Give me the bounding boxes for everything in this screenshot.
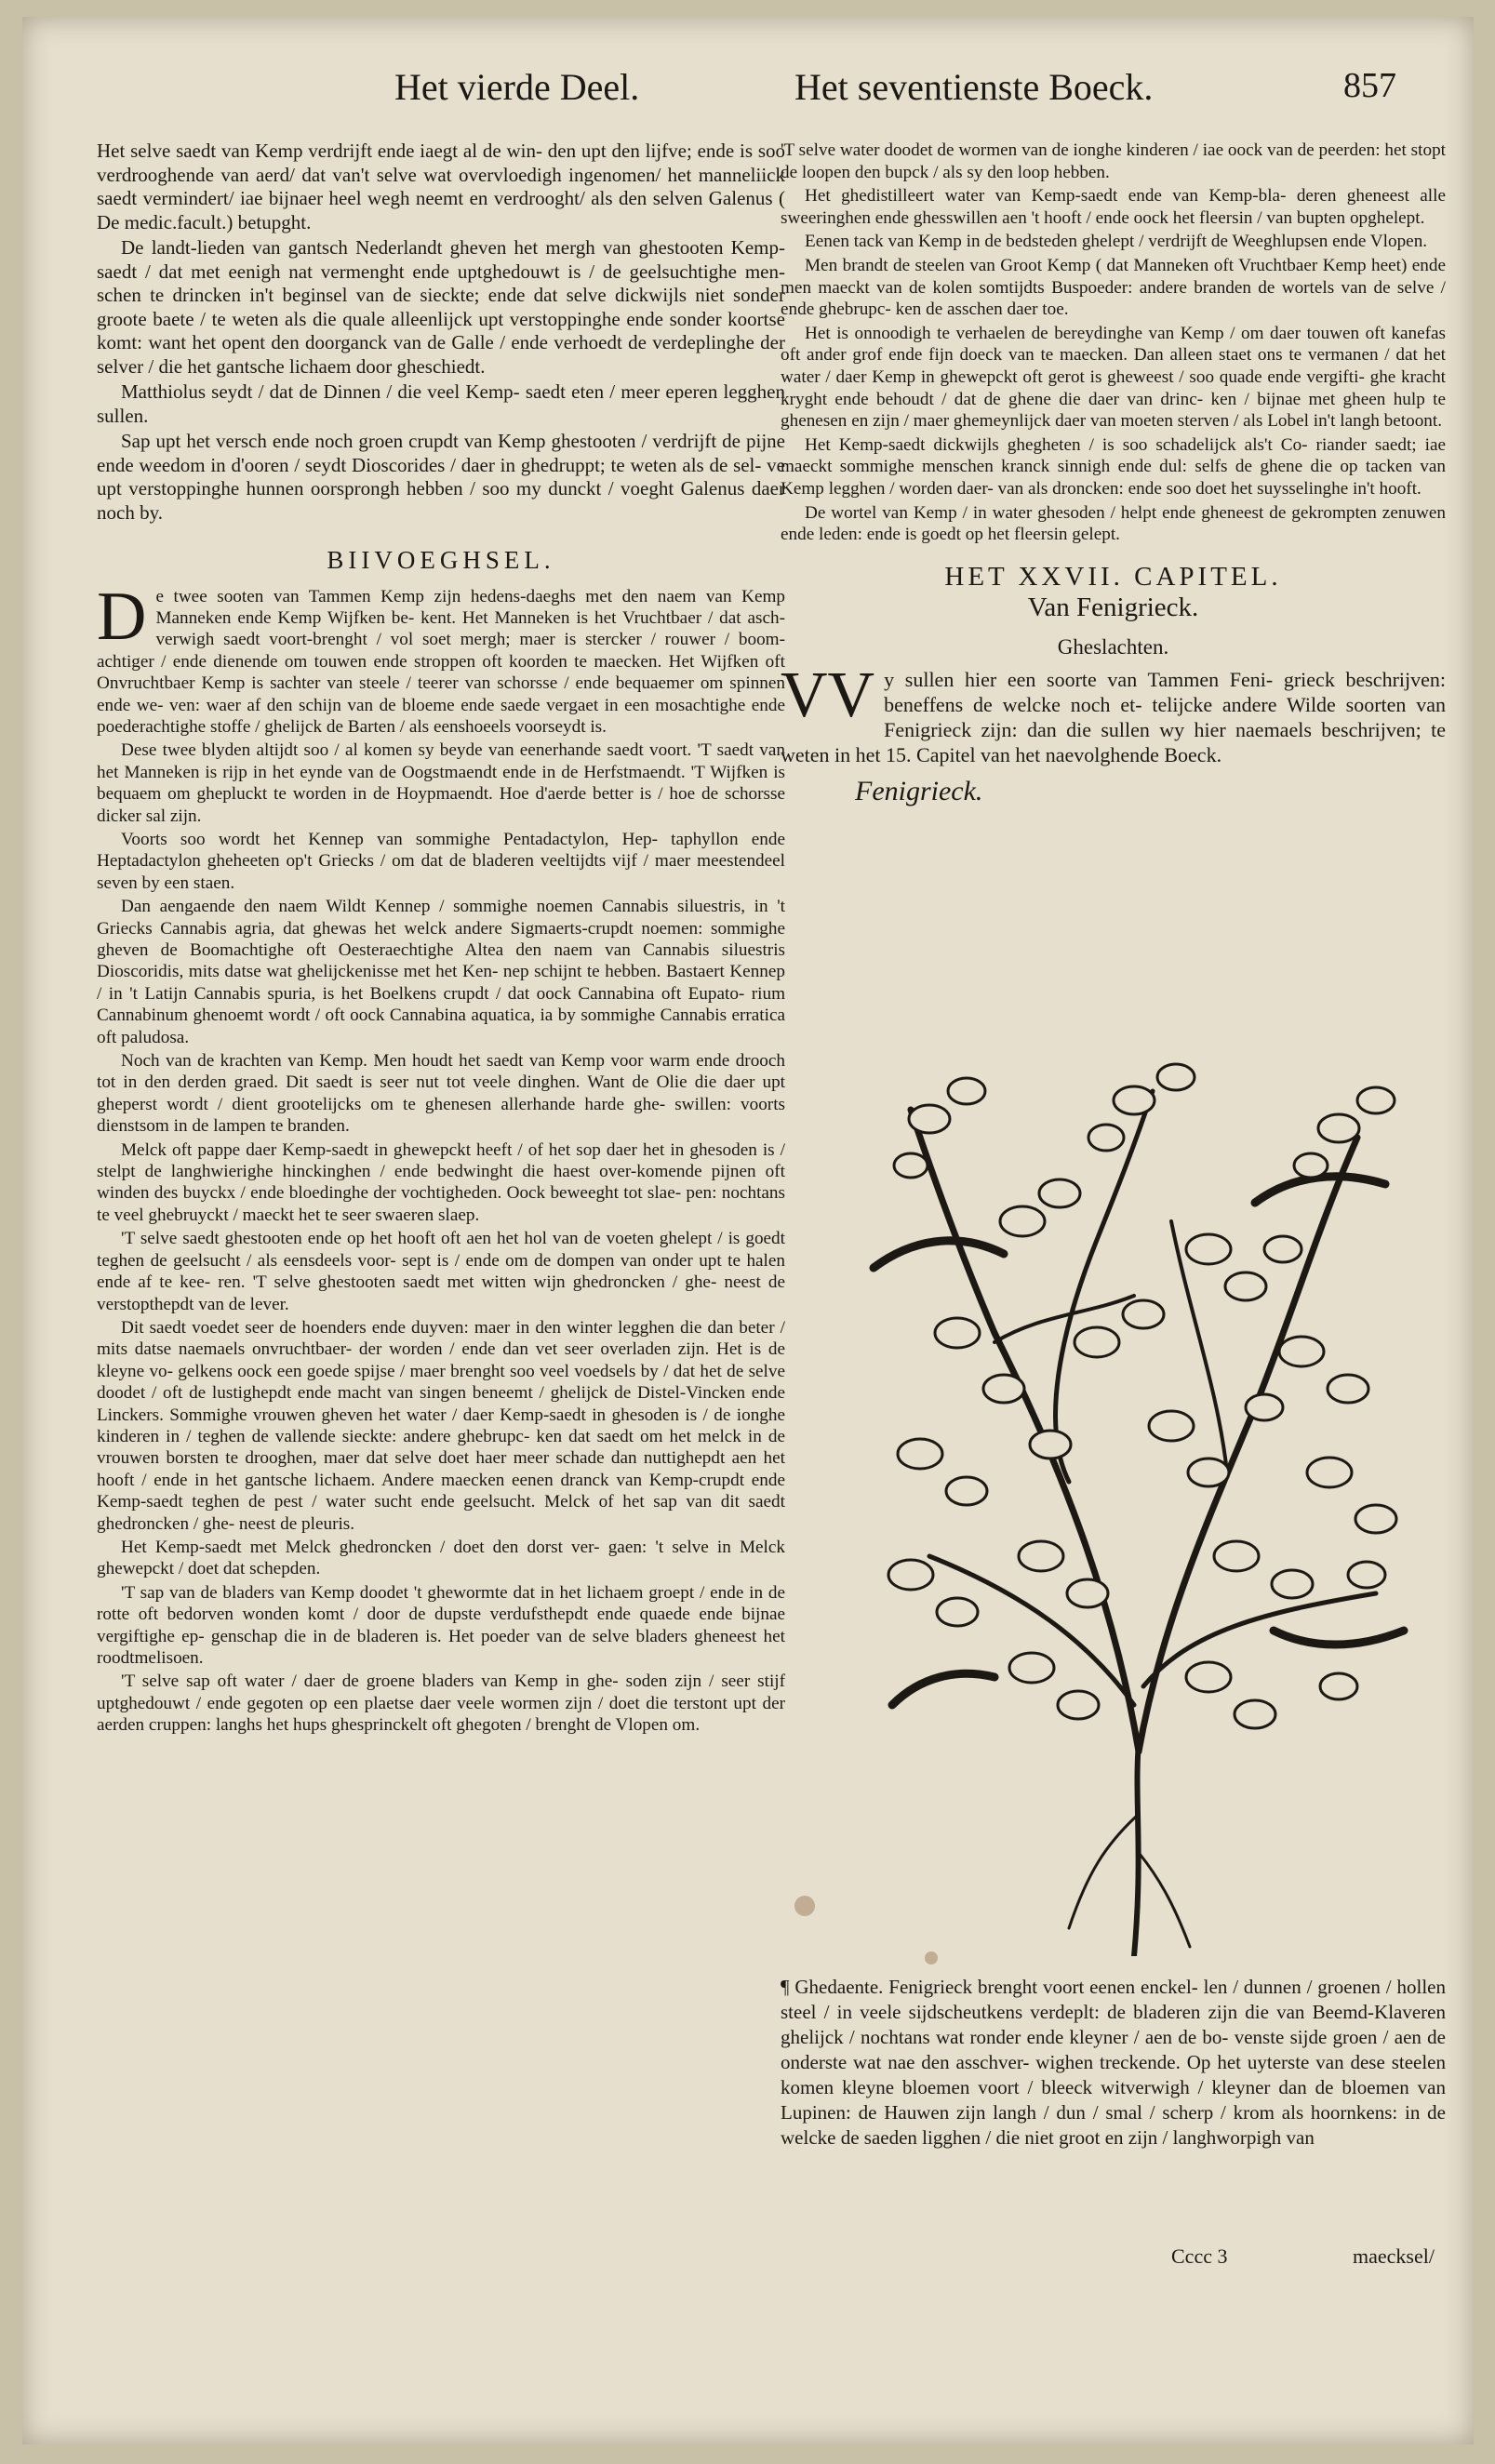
right-paragraph: Men brandt de steelen van Groot Kemp ( dat Manneken oft Vruchtbaer Kemp heet) ende men maeckt van de kolen somtijdts Buspoeder: andere branden de wortels van de selve / ende ghebrupc- ken de asschen daer toe. (781, 255, 1446, 320)
bijvoeghsel-text (97, 578, 785, 1737)
left-paragraph: De landt-lieden van gantsch Nederlandt gheven het mergh van ghestooten Kemp-saedt / dat met eenigh nat vermenght ende uptghedouwt is / de geelsuchtighe men- schen te drincken in't beginsel van de sieckte; ende dat selve dickwijls niet sonder groote baete / te weten als die quale alleenlijck upt verstoppinghe ende sonder koortse komt: want het opent den doorganck van de Galle / ende verhoedt de verdeplinghe der selver / die het gantsche lichaem door gheschiedt. (97, 236, 785, 378)
chapter-subtitle: Van Fenigrieck. (1027, 593, 1199, 623)
book-page (22, 17, 1474, 2444)
ghedaente-section (781, 1975, 1446, 2152)
left-paragraph: Noch van de krachten van Kemp. Men houdt het saedt van Kemp voor warm ende drooch tot in den derden graed. Dit saedt is seer nut tot veele dinghen. Want de Olie die daer upt gheperst wordt / dient grootelijcks om te ghenesen allerhande harde ghe- swillen: voorts dienstsom in de lampen te branden. (97, 1051, 785, 1137)
gheslachten-heading: Gheslachten. (1057, 634, 1169, 659)
right-column (781, 140, 1446, 807)
right-paragraph: Eenen tack van Kemp in de bedsteden ghelept / verdrijft de Weeghlupsen ende Vlopen. (805, 232, 1428, 252)
left-paragraph: Het Kemp-saedt met Melck ghedroncken / doet den dorst ver- gaen: 't selve in Melck ghewepckt / doet dat schepden. (97, 1537, 785, 1579)
dropcap-d: D (97, 578, 147, 655)
left-column (97, 140, 785, 1738)
left-paragraph: 'T selve sap oft water / daer de groene bladers van Kemp in ghe- soden zijn / seer stijf uptghedouwt / ende gegoten op een plaetse daer veele wormen zijn / doet die terstont upt der aerden cruppen: langhs het hups ghesprinckelt oft ghegoten / brenght de Vlopen om. (97, 1672, 785, 1736)
right-paragraph: Het ghedistilleert water van Kemp-saedt ende van Kemp-bla- deren gheneest alle sweeringhen ende ghesswillen aen 't hooft / ende oock het fleersin / van bupten opghelept. (781, 186, 1446, 228)
page-number: 857 (1343, 66, 1396, 105)
left-paragraph: Voorts soo wordt het Kennep van sommighe Pentadactylon, Hep- taphyllon ende Heptadactylon gheheeten op't Griecks / om dat de bladeren veeltijdts vijf / maer meestendeel seven by een staen. (97, 829, 785, 893)
catchword: maecksel/ (1353, 2244, 1435, 2268)
left-paragraph: Dit saedt voedet seer de hoenders ende duyven: maer in den winter legghen die dan beter / mits datse naemaels onvruchtbaer- der worden / ende dan vet seer overladen zijn. Het is de kleyne vo- gelkens oock een goede spijse / maer brenght soo veel voedsels by / dat het de selve doodet / oft de lustighepdt ende macht van singen beneemt / ghelijck de Distel-Vincken ende Linckers. Sommighe vrouwen gheven het water / daer Kemp-saedt in ghesoden is / de ionghe kinderen in / teghen de vallende sieckte: andere ghebrupc- ken dat saedt om het melck in de vrouwen borsten te drooghen, maer dat selve doet haer meer schade dan nuttighepdt aen het hooft / ende in het gantsche lichaem. Andere maecken eenen dranck van Kemp-crupdt ende Kemp-saedt teghen de pest / water sucht ende geelsucht. Melck of het sap van dit saedt ghedroncken / ghe- neest de pleuris. (97, 1317, 785, 1534)
plant-caption: Fenigrieck. (855, 776, 983, 807)
dropcap-w: VV (781, 659, 875, 732)
signature-mark: Cccc 3 (1171, 2244, 1228, 2268)
left-paragraph: Matthiolus seydt / dat de Dinnen / die veel Kemp- saedt eten / meer eperen legghen sullen. (97, 380, 785, 427)
left-paragraph: 'T selve saedt ghestooten ende op het hooft oft aen het hol van de voeten ghelept / is goedt teghen de geelsucht / als eensdeels voor- sept is / ende om de dompen van onder upt te halen ende af te kee- ren. 'T selve ghestooten saedt met witten wijn ghedroncken / ghe- neest de verstopthepdt van de lever. (97, 1229, 785, 1314)
left-paragraph: e twee sooten van Tammen Kemp zijn hedens-daeghs met den naem van Kemp Manneken ende Kemp Wijfken be- kent. Het Manneken is het Vruchtbaer / dat asch-verwigh saedt voort-brenght / vol soet mergh; maer is stercker / rouwer / boom- achtiger / ende dienende om touwen ende stroppen oft koorden te maecken. Het Wijfken oft Onvruchtbaer Kemp is sachter van steele / teerer van schorsse / ende bequaemer om spinnen ende we- ven: waer af den schijn van de bloeme ende saede vergaet in een mosachtighe ende poederachtighe stoffe / ghelijck de Barten / als eenshoeels voorseydt is. (97, 586, 785, 737)
left-paragraph: 'T sap van de bladers van Kemp doodet 't ghewormte dat in het lichaem groept / ende in de rotte oft bedorven wonden komt / door de dupste verdufsthepdt ende quaede ende bijnae vergiftighe ep- genschap die in de bladeren is. Het poeder van de selve bladers gheneest het roodtmelisoen. (97, 1582, 785, 1668)
right-paragraph: Het is onnoodigh te verhaelen de bereydinghe van Kemp / om daer touwen oft kanefas oft ander grof ende fijn doeck van te maecken. Dan alleen staet ons te vermanen / dat het water / daer Kemp in ghewepckt oft gerot is gheweest / soo quade ende vergifti- ghe kracht kryght ende behoudt / dat de ghene die daer van drinc- ken / bijnae met gheen hulp te ghenesen en zijn / maer ghemeynlijck daer van moeten sterven / als Lobel in't langh betoont. (781, 323, 1446, 432)
left-paragraph: Dese twee blyden altijdt soo / al komen sy beyde van eenerhande saedt voort. 'T saedt van het Manneken is rijp in het eynde van de Oogstmaendt ende in de Herfstmaendt. 'T Wijfken is bequaem om ghepluckt te worden in de Hoypmaendt. Hoe d'aerde better is / hoe de schorsse dicker sal zijn. (97, 740, 785, 826)
left-paragraph: Sap upt het versch ende noch groen crupdt van Kemp ghestooten / verdrijft de pijne ende weedom in d'ooren / seydt Dioscorides / daer in ghedruppt; te weten als de sel- ve upt verstoppinghe hunnen oorsprongh hebben / soo my dunckt / voeght Galenus daer noch by. (97, 430, 785, 524)
chapter-heading: HET XXVII. CAPITEL. (944, 561, 1282, 592)
right-running-head: Het seventienste Boeck. (794, 66, 1154, 108)
ink-stain (794, 1896, 815, 1916)
right-paragraph: De wortel van Kemp / in water ghesoden / helpt ende gheneest de gekrompten zenuwen ende leden: ende is goedt op het fleersin gelept. (781, 502, 1446, 545)
right-paragraph: Het Kemp-saedt dickwijls ghegheten / is soo schadelijck als't Co- riander saedt; iae maeckt sommighe menschen kranck sinnigh ende dul: selfs de ghene die op tacken van Kemp legghen / worden daer- van als droncken: ende soo doet het suysselinghe in't hooft. (781, 434, 1446, 499)
left-paragraph: Het selve saedt van Kemp verdrijft ende iaegt al de win- den upt den lijfve; ende is soo verdrooghende van aerd/ dat van't selve wat overvloedigh ingenomen/ het manneliick saedt vermindert/ iae bijnaer heel wegh neemt en verdrooght/ als den selven Galenus ( De medic.facult.) betupght. (97, 140, 785, 233)
left-paragraph: Dan aengaende den naem Wildt Kennep / sommighe noemen Cannabis siluestris, in 't Griecks Cannabis agria, dat ghewas het welck andere Sigmaerts-crupdt noemen: sommighe gheven de Boomachtighe oft Oesteraechtighe Altea den naem van Cannabis siluestris Dioscoridis, mits datse wat ghelijckenisse met het Ken- nep schijnt te hebben. Bastaert Kennep / in 't Latijn Cannabis spuria, is het Boelkens crupdt / dat oock Cannabina oft Eupato- rium Cannabinum ghenoemt wordt / oft oock Cannabina aquatica, ia by sommighe Cannabis erratica oft paludosa. (97, 897, 785, 1047)
left-running-head: Het vierde Deel. (394, 66, 640, 108)
chapter-intro-text: y sullen hier een soorte van Tammen Feni- grieck beschrijven: beneffens de welcke noch et- telijcke andere Wilde soorten van Fenigrieck zijn: dan die sullen wy hier naemaels beschrijven; te weten in het 15. Capitel van het naevolghende Boeck. (781, 668, 1446, 767)
ghedaente-text: ¶ Ghedaente. Fenigrieck brenght voort eenen enckel- len / dunnen / groenen / hollen steel / in veele sijdscheutkens verdeplt: de bladeren zijn die van Beemd-Klaveren ghelijck / nochtans wat ronder ende kleyner / aen de bo- venste sijde groen / aen de onderste wat nae den asschver- wighen treckende. Op het uyterste van dese steelen komen kleyne bloemen voort / bleeck witverwigh / kleyner dan de bloemen van Lupinen: de Hauwen zijn langh / dun / smal / scherp / krom als hoornkens: in de welcke de saeden ligghen / die niet groot en zijn / langhworpigh van (781, 1976, 1446, 2149)
section-heading-bijvoeghsel: BIIVOEGHSEL. (327, 546, 555, 574)
right-paragraph: 'T selve water doodet de wormen van de ionghe kinderen / iae oock van de peerden: het stopt de loopen den bupck / als sy den loop hebben. (781, 140, 1446, 182)
fenigrieck-woodcut-illustration (855, 1035, 1422, 1956)
left-paragraph: Melck oft pappe daer Kemp-saedt in ghewepckt heeft / of het sop daer het in ghesoden is / stelpt de langhwierighe hinckinghen / ende bedwinght die haest over-komende pijnen oft winden des buyckx / ende bloedinghe der vochtigheden. Oock beweeght tot slae- pen: nochtans te veel ghebruyckt / maeckt het te seer swaeren slaep. (97, 1139, 785, 1225)
